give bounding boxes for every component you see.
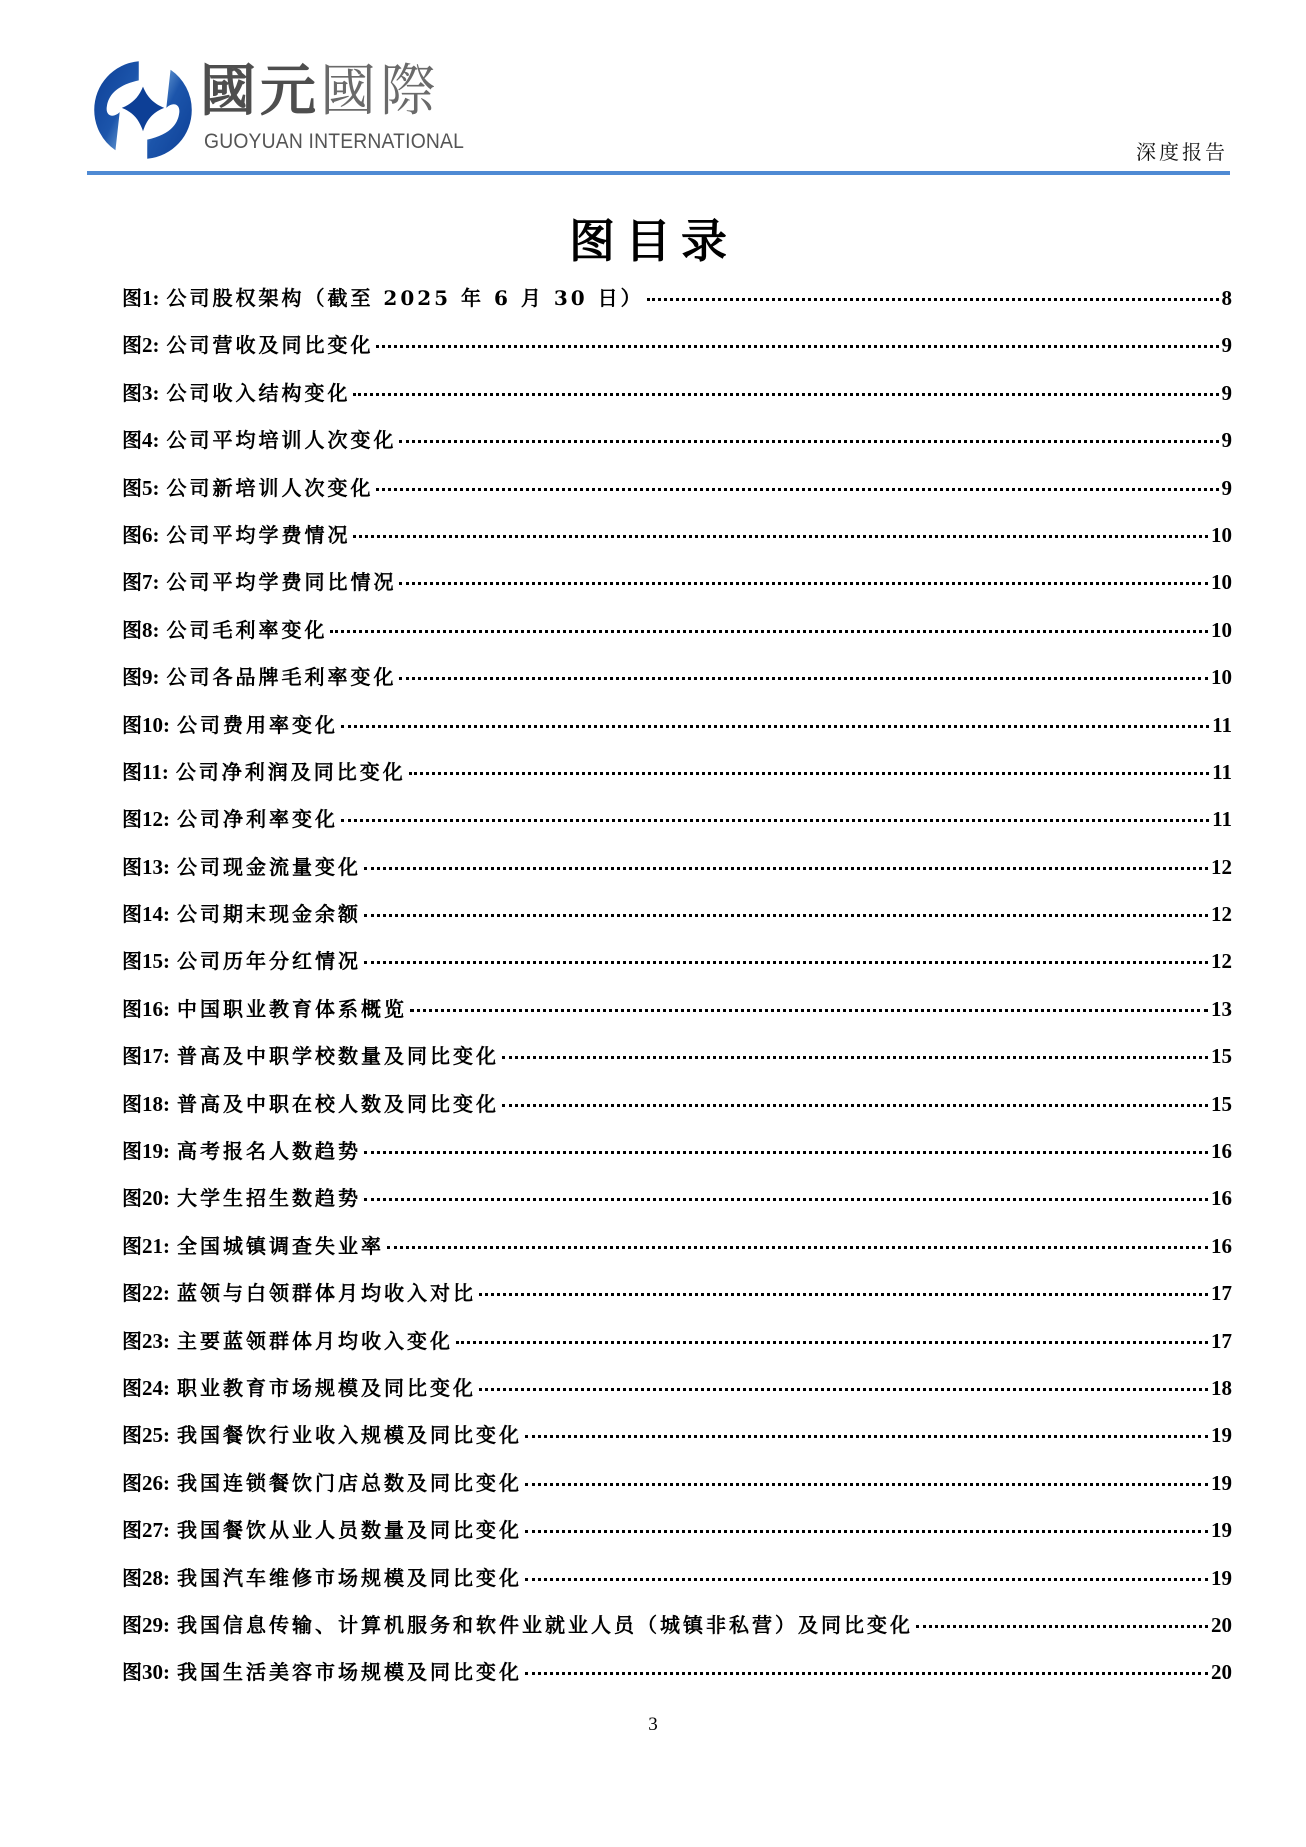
toc-entry-label[interactable] xyxy=(122,1182,361,1211)
toc-entry-label[interactable] xyxy=(122,945,361,974)
figure-title: 职业教育市场规模及同比变化 xyxy=(176,1375,476,1400)
dot-leader xyxy=(364,961,1208,964)
toc-page-number[interactable]: 19 xyxy=(1211,1423,1232,1448)
toc-page-number[interactable]: 20 xyxy=(1211,1612,1232,1637)
toc-page-number[interactable]: 10 xyxy=(1211,665,1232,690)
dot-leader xyxy=(364,914,1208,917)
toc-entry[interactable] xyxy=(122,1656,1232,1703)
figure-number: 15: xyxy=(142,949,170,974)
figure-prefix: 图 xyxy=(122,1375,142,1400)
figure-number: 20: xyxy=(142,1186,170,1211)
toc-entry[interactable] xyxy=(122,519,1232,566)
report-type-label: 深度报告 xyxy=(1136,140,1228,164)
figure-title: 公司收入结构变化 xyxy=(166,380,351,405)
brand-name-cn-bold: 國元 xyxy=(200,59,320,124)
figure-prefix: 图 xyxy=(122,428,142,453)
figure-prefix: 图 xyxy=(122,949,142,974)
figure-title: 公司股权架构（截至 2025 年 6 月 30 日） xyxy=(166,286,644,310)
toc-entry-label[interactable] xyxy=(122,1277,476,1306)
toc-entry[interactable] xyxy=(122,472,1232,519)
figure-title: 公司净利率变化 xyxy=(176,807,338,832)
toc-page-number[interactable]: 19 xyxy=(1211,1518,1232,1543)
toc-entry[interactable] xyxy=(122,1467,1232,1514)
toc-entry[interactable] xyxy=(122,377,1232,424)
figure-number: 21: xyxy=(142,1233,170,1258)
figure-title: 公司营收及同比变化 xyxy=(166,333,374,358)
figure-prefix: 图 xyxy=(122,1091,142,1116)
toc-page-number[interactable]: 16 xyxy=(1211,1139,1232,1164)
figure-table-of-contents xyxy=(122,282,1232,1704)
figure-number: 26: xyxy=(142,1470,170,1495)
toc-page-number[interactable]: 11 xyxy=(1212,759,1232,784)
toc-entry[interactable] xyxy=(122,1182,1232,1229)
figure-title: 全国城镇调查失业率 xyxy=(176,1233,384,1258)
page-title: 图目录 xyxy=(569,214,737,268)
figure-number: 28: xyxy=(142,1565,170,1590)
dot-leader xyxy=(410,1009,1208,1012)
dot-leader xyxy=(479,1293,1208,1296)
figure-number: 5: xyxy=(142,475,160,500)
toc-entry-label[interactable] xyxy=(122,709,338,738)
figure-prefix: 图 xyxy=(122,1612,142,1637)
toc-entry[interactable] xyxy=(122,282,1232,329)
toc-entry[interactable] xyxy=(122,1325,1232,1372)
toc-entry[interactable] xyxy=(122,424,1232,471)
dot-leader xyxy=(647,298,1219,301)
figure-number: 4: xyxy=(142,428,160,453)
toc-entry-label[interactable] xyxy=(122,1419,522,1448)
dot-leader xyxy=(502,1104,1208,1107)
figure-title: 我国餐饮行业收入规模及同比变化 xyxy=(176,1423,522,1448)
figure-number: 6: xyxy=(142,522,160,547)
figure-prefix: 图 xyxy=(122,1660,142,1685)
toc-entry[interactable] xyxy=(122,614,1232,661)
toc-entry[interactable] xyxy=(122,1088,1232,1135)
toc-entry[interactable] xyxy=(122,1562,1232,1609)
toc-entry-label[interactable] xyxy=(122,803,338,832)
toc-entry[interactable] xyxy=(122,566,1232,613)
toc-entry[interactable] xyxy=(122,851,1232,898)
toc-page-number[interactable]: 15 xyxy=(1211,1044,1232,1069)
toc-page-number[interactable]: 17 xyxy=(1211,1328,1232,1353)
figure-title: 我国信息传输、计算机服务和软件业就业人员（城镇非私营）及同比变化 xyxy=(176,1612,913,1637)
toc-entry-label[interactable] xyxy=(122,1656,522,1685)
figure-number: 1: xyxy=(142,286,160,310)
dot-leader xyxy=(525,1435,1208,1438)
figure-title: 公司净利润及同比变化 xyxy=(175,759,406,784)
toc-page-number[interactable]: 10 xyxy=(1211,617,1232,642)
toc-entry[interactable] xyxy=(122,1040,1232,1087)
dot-leader xyxy=(364,1151,1208,1154)
figure-prefix: 图 xyxy=(122,854,142,879)
toc-page-number[interactable]: 12 xyxy=(1211,902,1232,927)
brand-name-english: GUOYUAN INTERNATIONAL xyxy=(204,130,465,153)
dot-leader xyxy=(387,1246,1208,1249)
figure-number: 11: xyxy=(142,759,169,784)
toc-entry-label[interactable] xyxy=(122,566,396,595)
toc-page-number[interactable]: 12 xyxy=(1211,854,1232,879)
figure-title: 公司平均学费情况 xyxy=(166,522,351,547)
figure-prefix: 图 xyxy=(122,807,142,832)
toc-entry[interactable] xyxy=(122,945,1232,992)
toc-entry[interactable] xyxy=(122,1514,1232,1561)
toc-entry[interactable] xyxy=(122,756,1232,803)
toc-page-number[interactable]: 12 xyxy=(1211,949,1232,974)
figure-number: 10: xyxy=(142,712,170,737)
dot-leader xyxy=(399,677,1208,680)
toc-entry-label[interactable] xyxy=(122,472,373,501)
figure-prefix: 图 xyxy=(122,759,142,784)
figure-prefix: 图 xyxy=(122,475,142,500)
toc-entry-label[interactable] xyxy=(122,898,361,927)
toc-entry-label[interactable] xyxy=(122,1514,522,1543)
figure-number: 18: xyxy=(142,1091,170,1116)
figure-title: 主要蓝领群体月均收入变化 xyxy=(176,1328,453,1353)
toc-entry-label[interactable] xyxy=(122,851,361,880)
dot-leader xyxy=(376,345,1218,348)
toc-page-number[interactable]: 9 xyxy=(1221,428,1232,453)
figure-prefix: 图 xyxy=(122,617,142,642)
toc-entry-label[interactable] xyxy=(122,1230,384,1259)
dot-leader xyxy=(353,393,1218,396)
figure-prefix: 图 xyxy=(122,1139,142,1164)
figure-number: 25: xyxy=(142,1423,170,1448)
toc-entry[interactable] xyxy=(122,1372,1232,1419)
figure-number: 23: xyxy=(142,1328,170,1353)
toc-entry-label[interactable] xyxy=(122,1325,453,1354)
toc-page-number[interactable]: 11 xyxy=(1212,712,1232,737)
figure-title: 大学生招生数趋势 xyxy=(176,1186,361,1211)
toc-entry-label[interactable] xyxy=(122,993,407,1022)
dot-leader xyxy=(409,772,1209,775)
figure-number: 16: xyxy=(142,996,170,1021)
toc-page-number[interactable]: 8 xyxy=(1221,286,1232,310)
figure-number: 29: xyxy=(142,1612,170,1637)
toc-entry[interactable] xyxy=(122,1419,1232,1466)
figure-prefix: 图 xyxy=(122,1233,142,1258)
figure-number: 8: xyxy=(142,617,160,642)
toc-page-number[interactable]: 20 xyxy=(1211,1660,1232,1685)
brand-name-chinese xyxy=(200,59,440,124)
dot-leader xyxy=(525,1578,1208,1581)
toc-page-number[interactable]: 15 xyxy=(1211,1091,1232,1116)
figure-prefix: 图 xyxy=(122,380,142,405)
figure-prefix: 图 xyxy=(122,1565,142,1590)
figure-title: 我国生活美容市场规模及同比变化 xyxy=(176,1660,522,1685)
toc-entry[interactable] xyxy=(122,898,1232,945)
figure-title: 公司毛利率变化 xyxy=(166,617,328,642)
dot-leader xyxy=(525,1483,1208,1486)
toc-entry-label[interactable] xyxy=(122,661,396,690)
figure-title: 公司历年分红情况 xyxy=(176,949,361,974)
toc-entry[interactable] xyxy=(122,1135,1232,1182)
toc-entry-label[interactable] xyxy=(122,424,396,453)
toc-page-number[interactable]: 19 xyxy=(1211,1565,1232,1590)
figure-number: 22: xyxy=(142,1281,170,1306)
toc-page-number[interactable]: 9 xyxy=(1221,333,1232,358)
toc-page-number[interactable]: 10 xyxy=(1211,570,1232,595)
figure-number: 30: xyxy=(142,1660,170,1685)
dot-leader xyxy=(525,1672,1208,1675)
page-header xyxy=(0,0,1306,180)
figure-prefix: 图 xyxy=(122,333,142,358)
figure-title: 我国餐饮从业人员数量及同比变化 xyxy=(176,1518,522,1543)
dot-leader xyxy=(456,1341,1208,1344)
toc-page-number[interactable]: 16 xyxy=(1211,1186,1232,1211)
figure-number: 19: xyxy=(142,1139,170,1164)
toc-page-number[interactable]: 10 xyxy=(1211,522,1232,547)
figure-title: 我国连锁餐饮门店总数及同比变化 xyxy=(176,1470,522,1495)
page-number: 3 xyxy=(648,1714,658,1735)
dot-leader xyxy=(525,1530,1208,1533)
figure-title: 高考报名人数趋势 xyxy=(176,1139,361,1164)
figure-number: 3: xyxy=(142,380,160,405)
figure-prefix: 图 xyxy=(122,522,142,547)
dot-leader xyxy=(341,725,1209,728)
toc-entry[interactable] xyxy=(122,803,1232,850)
toc-page-number[interactable]: 11 xyxy=(1212,807,1232,832)
toc-entry-label[interactable] xyxy=(122,1088,499,1117)
dot-leader xyxy=(502,1056,1208,1059)
figure-title: 普高及中职在校人数及同比变化 xyxy=(176,1091,499,1116)
dot-leader xyxy=(479,1388,1208,1391)
figure-number: 7: xyxy=(142,570,160,595)
dot-leader xyxy=(341,819,1209,822)
toc-entry[interactable] xyxy=(122,661,1232,708)
figure-title: 公司现金流量变化 xyxy=(176,854,361,879)
figure-prefix: 图 xyxy=(122,286,142,310)
figure-prefix: 图 xyxy=(122,1328,142,1353)
figure-title: 我国汽车维修市场规模及同比变化 xyxy=(176,1565,522,1590)
figure-title: 蓝领与白领群体月均收入对比 xyxy=(176,1281,476,1306)
figure-number: 24: xyxy=(142,1375,170,1400)
brand-name-cn-thin: 國際 xyxy=(320,59,440,124)
figure-title: 公司各品牌毛利率变化 xyxy=(166,665,397,690)
dot-leader xyxy=(399,440,1218,443)
figure-prefix: 图 xyxy=(122,1044,142,1069)
figure-prefix: 图 xyxy=(122,1470,142,1495)
toc-page-number[interactable]: 9 xyxy=(1221,380,1232,405)
figure-prefix: 图 xyxy=(122,570,142,595)
toc-page-number[interactable]: 18 xyxy=(1211,1375,1232,1400)
dot-leader xyxy=(399,582,1208,585)
toc-entry[interactable] xyxy=(122,1277,1232,1324)
guoyuan-logo-icon xyxy=(90,57,196,163)
toc-entry-label[interactable] xyxy=(122,377,350,406)
dot-leader xyxy=(376,488,1218,491)
toc-entry-label[interactable] xyxy=(122,614,327,643)
figure-title: 中国职业教育体系概览 xyxy=(176,996,407,1021)
toc-entry-label[interactable] xyxy=(122,1040,499,1069)
figure-prefix: 图 xyxy=(122,996,142,1021)
figure-prefix: 图 xyxy=(122,665,142,690)
toc-entry-label[interactable] xyxy=(122,1467,522,1496)
figure-title: 公司平均培训人次变化 xyxy=(166,428,397,453)
toc-entry-label[interactable] xyxy=(122,1372,476,1401)
toc-entry[interactable] xyxy=(122,993,1232,1040)
dot-leader xyxy=(916,1625,1208,1628)
figure-prefix: 图 xyxy=(122,1518,142,1543)
toc-entry[interactable] xyxy=(122,1230,1232,1277)
toc-page-number[interactable]: 9 xyxy=(1221,475,1232,500)
toc-entry-label[interactable] xyxy=(122,519,350,548)
toc-entry-label[interactable] xyxy=(122,329,373,358)
figure-title: 公司平均学费同比情况 xyxy=(166,570,397,595)
figure-prefix: 图 xyxy=(122,1281,142,1306)
figure-prefix: 图 xyxy=(122,1423,142,1448)
dot-leader xyxy=(364,867,1208,870)
figure-title: 公司新培训人次变化 xyxy=(166,475,374,500)
toc-page-number[interactable]: 16 xyxy=(1211,1233,1232,1258)
toc-page-number[interactable]: 13 xyxy=(1211,996,1232,1021)
figure-number: 9: xyxy=(142,665,160,690)
header-divider xyxy=(87,171,1230,175)
figure-prefix: 图 xyxy=(122,1186,142,1211)
figure-prefix: 图 xyxy=(122,712,142,737)
dot-leader xyxy=(353,535,1208,538)
toc-entry-label[interactable] xyxy=(122,1562,522,1591)
dot-leader xyxy=(330,630,1208,633)
figure-title: 公司期末现金余额 xyxy=(176,902,361,927)
toc-entry-label[interactable] xyxy=(122,1609,913,1638)
figure-number: 14: xyxy=(142,902,170,927)
toc-entry[interactable] xyxy=(122,329,1232,376)
toc-entry-label[interactable] xyxy=(122,282,644,311)
figure-number: 13: xyxy=(142,854,170,879)
figure-number: 17: xyxy=(142,1044,170,1069)
toc-page-number[interactable]: 17 xyxy=(1211,1281,1232,1306)
figure-number: 12: xyxy=(142,807,170,832)
figure-prefix: 图 xyxy=(122,902,142,927)
toc-entry[interactable] xyxy=(122,1609,1232,1656)
figure-number: 2: xyxy=(142,333,160,358)
figure-title: 普高及中职学校数量及同比变化 xyxy=(176,1044,499,1069)
toc-page-number[interactable]: 19 xyxy=(1211,1470,1232,1495)
figure-number: 27: xyxy=(142,1518,170,1543)
toc-entry-label[interactable] xyxy=(122,756,406,785)
toc-entry[interactable] xyxy=(122,709,1232,756)
toc-entry-label[interactable] xyxy=(122,1135,361,1164)
figure-title: 公司费用率变化 xyxy=(176,712,338,737)
dot-leader xyxy=(364,1198,1208,1201)
